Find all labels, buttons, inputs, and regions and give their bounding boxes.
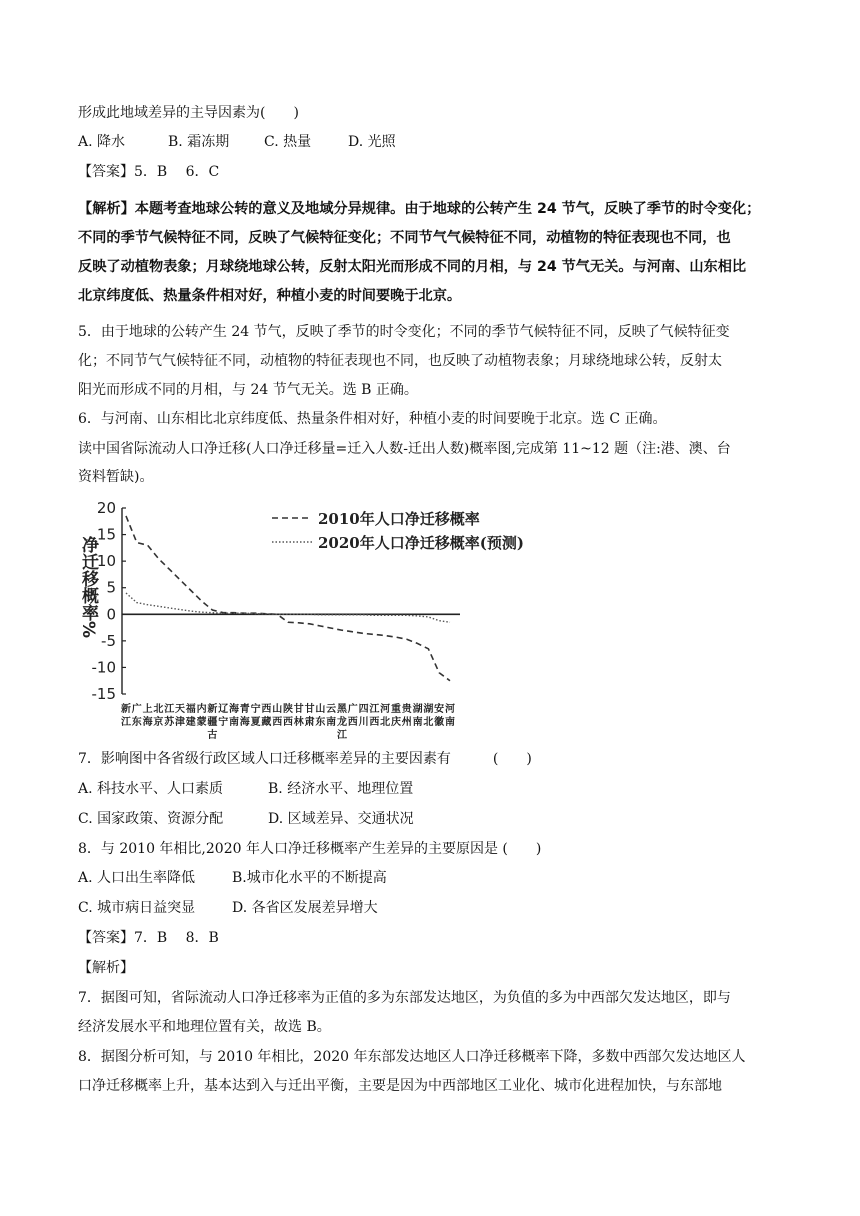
q7-option-d: D. 区域差异、交通状况 [268,811,414,827]
x-tick-label: 西 [369,717,380,728]
x-tick-label: 林 [293,717,304,728]
x-tick-label: 江 [336,730,347,741]
x-tick-label: 湖 [423,704,434,715]
series-line-2020 [126,593,450,622]
analysis-line-1: 【解析】本题考查地球公转的意义及地域分异规律。由于地球的公转产生 24 节气，反映了季节的时令变化； [78,201,761,217]
explanation-5-line-2: 化；不同节气气候特征不同，动植物的特征表现也不同，也反映了动植物表象；月球绕地球公转，反射太 [78,353,722,369]
x-tick-label: 上 [142,704,153,715]
option-b: B. 霜冻期 [168,134,230,150]
analysis-2-title: 【解析】 [78,960,134,976]
y-tick-label: 10 [96,552,116,571]
q7-option-a: A. 科技水平、人口素质 [78,781,224,797]
x-tick-label: 西 [261,704,272,715]
legend-label-2010: 2010年人口净迁移概率 [318,510,480,528]
x-tick-label: 安 [434,704,445,715]
x-tick-label: 云 [326,704,337,715]
x-tick-label: 黑 [336,704,347,715]
q7-option-b: B. 经济水平、地理位置 [268,781,414,797]
y-tick-label: -10 [91,658,116,677]
x-tick-label: 江 [164,704,175,715]
x-tick-label: 广 [131,704,142,715]
x-tick-label: 青 [239,704,250,715]
x-tick-label: 疆 [207,717,218,728]
x-tick-label: 江 [369,704,380,715]
x-tick-label: 北 [423,717,434,728]
explanation-5-line-1: 5．由于地球的公转产生 24 节气，反映了季节的时令变化；不同的季节气候特征不同，反映了气候特征变 [78,324,730,340]
x-tick-label: 庆 [390,717,401,728]
explanation-6: 6．与河南、山东相比北京纬度低、热量条件相对好，种植小麦的时间要晚于北京。选 C 正确。 [78,411,667,427]
intro-line-2: 资料暂缺)。 [78,469,154,485]
x-tick-label: 新 [207,704,218,715]
analysis-line-4: 北京纬度低、热量条件相对好，种植小麦的时间要晚于北京。 [78,288,462,304]
x-tick-label: 宁 [218,717,229,728]
x-tick-label: 川 [358,717,369,728]
q8-option-d: D. 各省区发展差异增大 [232,900,378,916]
x-tick-labels [121,702,455,741]
x-tick-label: 山 [272,704,283,715]
x-tick-label: 海 [142,717,153,728]
x-tick-label: 徽 [434,717,445,728]
option-d: D. 光照 [348,134,396,150]
legend [272,510,524,552]
x-tick-label: 东 [131,717,142,728]
x-tick-label: 苏 [164,717,175,728]
y-axis-label: 净迁移概率% [78,536,98,639]
answer-7-8: 【答案】7．B 8．B [78,930,219,946]
x-tick-label: 古 [207,730,218,741]
x-tick-label: 建 [185,717,196,728]
x-tick-label: 甘 [293,704,304,715]
x-tick-label: 南 [326,717,337,728]
x-tick-label: 内 [196,704,207,715]
question-7-options-1 [78,779,413,799]
question-8-options-1 [78,868,387,888]
answer-5-6: 【答案】5．B 6．C [78,164,220,180]
y-tick-label: 5 [106,578,116,597]
x-tick-label: 贵 [401,704,412,715]
x-tick-label: 夏 [250,717,261,728]
question-6-stem: 形成此地域差异的主导因素为( ) [78,105,299,121]
y-tick-label: 15 [96,525,116,544]
x-tick-label: 东 [315,717,326,728]
x-tick-label: 肃 [304,717,315,728]
y-tick-label: -15 [91,685,116,703]
x-tick-label: 海 [228,704,239,715]
x-tick-label: 湖 [412,704,423,715]
x-tick-label: 四 [358,704,369,715]
explanation-7-line-2: 经济发展水平和地理位置有关，故选 B。 [78,1019,331,1035]
question-7-stem: 7．影响图中各省级行政区域人口迁移概率差异的主要因素有 ( ) [78,751,532,767]
y-tick-label: -5 [101,631,116,650]
x-tick-label: 山 [315,704,326,715]
legend-label-2020: 2020年人口净迁移概率(预测) [318,534,524,552]
x-tick-label: 西 [282,717,293,728]
x-tick-label: 龙 [336,717,347,728]
x-tick-label: 天 [174,704,185,715]
x-tick-label: 南 [412,717,423,728]
x-tick-label: 州 [401,717,412,728]
option-a: A. 降水 [78,134,126,150]
x-tick-label: 藏 [261,717,272,728]
x-tick-label: 北 [153,704,164,715]
x-tick-label: 南 [228,717,239,728]
explanation-8-line-2: 口净迁移概率上升，基本达到入与迁出平衡，主要是因为中西部地区工业化、城市化进程加快，与东部地 [78,1078,722,1094]
explanation-5-line-3: 阳光而形成不同的月相，与 24 节气无关。选 B 正确。 [78,382,418,398]
y-tick-label: 0 [106,605,116,624]
question-7-options-2 [78,809,414,829]
x-tick-label: 津 [174,717,185,728]
x-tick-label: 广 [347,704,358,715]
x-tick-label: 重 [390,704,401,715]
x-tick-label: 新 [121,704,131,715]
x-tick-label: 河 [380,704,391,715]
q8-option-c: C. 城市病日益突显 [78,900,196,916]
x-tick-label: 陕 [282,704,293,715]
explanation-7-line-1: 7．据图可知，省际流动人口净迁移率为正值的多为东部发达地区，为负值的多为中西部欠发达地区，即与 [78,990,731,1006]
x-tick-label: 辽 [218,704,229,715]
question-8-stem: 8．与 2010 年相比,2020 年人口净迁移概率产生差异的主要原因是 ( ) [78,841,542,857]
x-tick-label: 江 [121,717,131,728]
q8-option-a: A. 人口出生率降低 [78,870,196,886]
y-ticks [92,499,461,703]
option-c: C. 热量 [264,134,312,150]
x-tick-label: 南 [444,717,455,728]
y-tick-label: 20 [96,499,116,517]
x-tick-label: 福 [185,704,196,715]
question-6-options [78,132,396,152]
x-tick-label: 北 [380,717,391,728]
explanation-8-line-1: 8．据图分析可知，与 2010 年相比，2020 年东部发达地区人口净迁移概率下降，多数中西部欠发达地区人 [78,1049,746,1065]
x-tick-label: 蒙 [196,717,207,728]
x-tick-label: 西 [347,717,358,728]
x-tick-label: 西 [272,717,283,728]
x-tick-label: 宁 [250,704,261,715]
q8-option-b: B.城市化水平的不断提高 [232,870,387,886]
x-tick-label: 河 [444,704,455,715]
analysis-line-3: 反映了动植物表象；月球绕地球公转，反射太阳光而形成不同的月相，与 24 节气无关。与河南、山东相比 [78,259,747,275]
x-tick-label: 甘 [304,704,315,715]
x-tick-label: 京 [153,717,164,728]
analysis-line-2: 不同的季节气候特征不同，反映了气候特征变化；不同节气气候特征不同，动植物的特征表现也不同，也 [78,230,731,246]
question-8-options-2 [78,898,378,918]
q7-option-c: C. 国家政策、资源分配 [78,811,224,827]
intro-line-1: 读中国省际流动人口净迁移(人口净迁移量=迁入人数-迁出人数)概率图,完成第 11~12 题（注:港、澳、台 [78,441,731,457]
x-tick-label: 海 [239,717,250,728]
migration-chart [76,496,532,742]
